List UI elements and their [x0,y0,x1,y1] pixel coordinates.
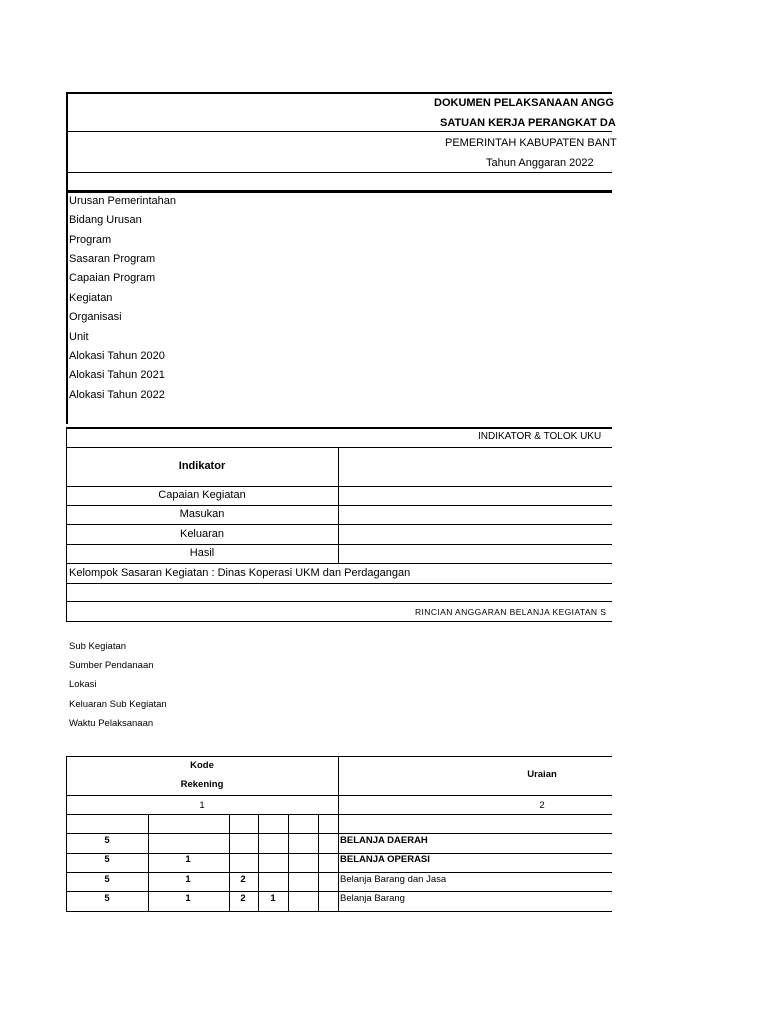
kode-cell: 5 [104,874,110,885]
indikator-row-label: Capaian Kegiatan [158,489,246,501]
row-divider [66,563,612,564]
kode-subcolumn-divider [318,814,319,911]
header-bottom-border [66,190,612,193]
rincian-title: RINCIAN ANGGARAN BELANJA KEGIATAN S [415,607,607,617]
uraian-cell: BELANJA OPERASI [340,854,430,865]
info-label: Alokasi Tahun 2022 [69,389,165,401]
kode-subcolumn-divider [229,814,230,911]
indikator-row-label: Keluaran [179,528,225,540]
info-label: Alokasi Tahun 2020 [69,350,165,362]
info-label: Sasaran Program [69,253,156,265]
row-divider [66,795,612,796]
document-title: DOKUMEN PELAKSANAAN ANGG [434,97,614,109]
row-divider [66,486,612,487]
kode-cell: 1 [185,874,191,885]
sub-kegiatan-label: Sumber Pendanaan [69,660,154,671]
header-divider [66,172,612,173]
rekening-header: Rekening [180,779,224,790]
info-label: Unit [69,331,89,343]
row-divider [66,524,612,525]
fiscal-year: Tahun Anggaran 2022 [486,157,594,169]
kode-cell: 5 [104,854,110,865]
header-left-border [66,92,68,193]
row-divider [66,621,612,622]
uraian-cell: Belanja Barang [340,893,405,904]
table-bottom-border [66,911,612,912]
table-top-border [66,756,612,757]
kode-cell: 2 [240,874,246,885]
info-label: Urusan Pemerintahan [69,195,177,207]
kode-cell: 5 [104,835,110,846]
indikator-row-label: Masukan [179,508,225,520]
kode-header: Kode [190,760,214,771]
row-divider [66,583,612,584]
kode-cell: 1 [185,854,191,865]
document-subtitle: SATUAN KERJA PERANGKAT DA [440,117,616,129]
sub-kegiatan-label: Waktu Pelaksanaan [69,718,154,729]
kode-subcolumn-divider [148,814,149,911]
info-label: Organisasi [69,311,122,323]
kode-cell: 1 [270,893,276,904]
column-number: 1 [199,800,205,811]
row-divider [66,505,612,506]
row-divider [66,601,612,602]
government-name: PEMERINTAH KABUPATEN BANT [445,137,617,149]
indikator-top-border [66,427,612,429]
kode-cell: 1 [185,893,191,904]
table-column-divider [338,756,339,912]
indikator-row-label: Hasil [189,547,215,559]
kode-subcolumn-divider [288,814,289,911]
kode-cell: 5 [104,893,110,904]
indikator-section-title: INDIKATOR & TOLOK UKU [478,431,602,442]
info-left-border [66,192,68,424]
header-top-border [66,92,612,94]
kode-cell: 2 [240,893,246,904]
sub-kegiatan-label: Keluaran Sub Kegiatan [69,699,167,710]
info-label: Capaian Program [69,272,156,284]
info-label: Bidang Urusan [69,214,142,226]
kelompok-sasaran: Kelompok Sasaran Kegiatan : Dinas Koperasi UKM dan Perdagangan [69,567,411,579]
sub-kegiatan-label: Sub Kegiatan [69,641,127,652]
table-left-border [66,756,67,912]
uraian-cell: Belanja Barang dan Jasa [340,874,447,885]
kode-subcolumn-divider [258,814,259,911]
info-label: Program [69,234,112,246]
sub-kegiatan-label: Lokasi [69,679,97,690]
row-divider [66,544,612,545]
row-divider [66,447,612,448]
uraian-header: Uraian [527,769,557,780]
indikator-header: Indikator [178,460,226,472]
uraian-cell: BELANJA DAERAH [340,835,428,846]
info-label: Alokasi Tahun 2021 [69,369,165,381]
header-divider [66,131,612,132]
info-label: Kegiatan [69,292,113,304]
column-number: 2 [539,800,545,811]
